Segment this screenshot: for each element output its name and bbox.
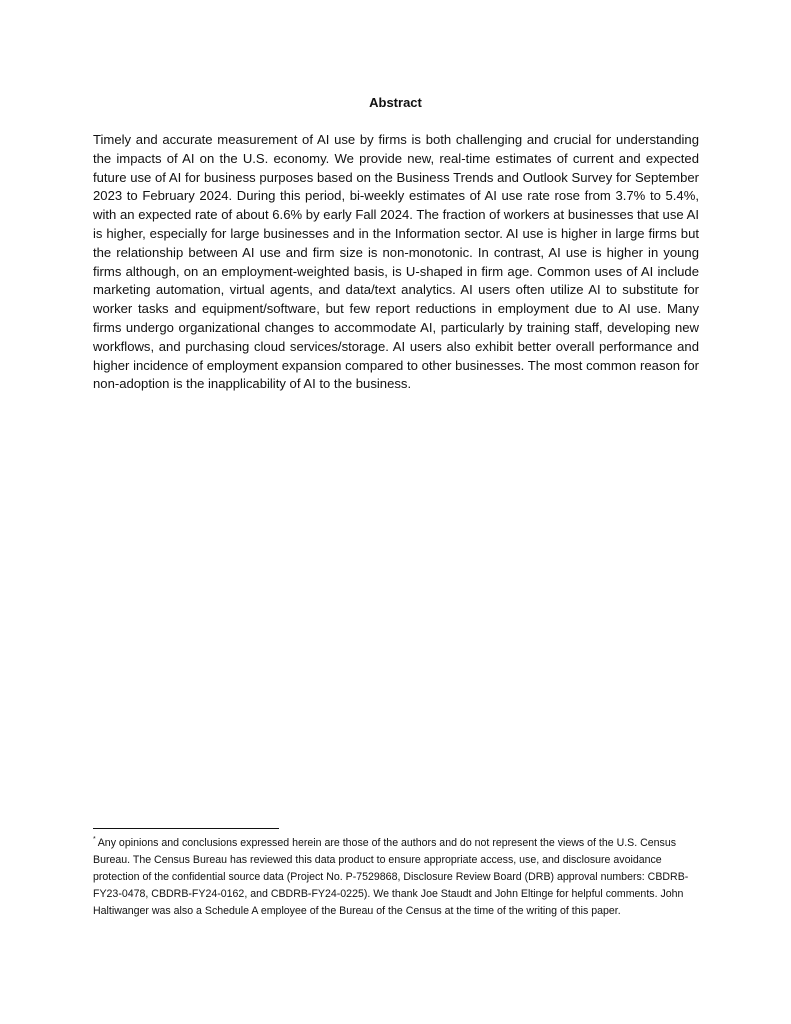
footnote — [93, 835, 699, 920]
abstract-paragraph: Timely and accurate measurement of AI use by firms is both challenging and crucial for understanding the impacts of AI on the U.S. economy. We provide new, real-time estimates of current and expected future use of AI for business purposes based on the Business Trends and Outlook Survey for September 2023 to February 2024. During this period, bi-weekly estimates of AI use rate rose from 3.7% to 5.4%, with an expected rate of about 6.6% by early Fall 2024. The fraction of workers at businesses that use AI is higher, especially for large businesses and in the Information sector. AI use is higher in large firms but the relationship between AI use and firm size is non-monotonic. In contrast, AI use is higher in young firms although, on an employment-weighted basis, is U-shaped in firm age. Common uses of AI include marketing automation, virtual agents, and data/text analytics. AI users often utilize AI to substitute for worker tasks and equipment/software, but few report reductions in employment due to AI use. Many firms undergo organizational changes to accommodate AI, particularly by training staff, developing new workflows, and purchasing cloud services/storage. AI users also exhibit better overall performance and higher incidence of employment expansion compared to other businesses. The most common reason for non-adoption is the inapplicability of AI to the business. — [93, 132, 699, 392]
footnote-divider — [93, 828, 279, 829]
abstract-heading: Abstract — [369, 95, 422, 110]
footnote-text: Any opinions and conclusions expressed herein are those of the authors and do not represent the views of the U.S. Census Bureau. The Census Bureau has reviewed this data product to ensure appropriate access, use, and disclosure avoidance protection of the confidential source data (Project No. P-7529868, Disclosure Review Board (DRB) approval numbers: CBDRB-FY23-0478, CBDRB-FY24-0162, and CBDRB-FY24-0225). We thank Joe Staudt and John Eltinge for helpful comments. John Haltiwanger was also a Schedule A employee of the Bureau of the Census at the time of the writing of this paper. — [93, 837, 689, 917]
footnote-marker: * — [93, 836, 96, 843]
